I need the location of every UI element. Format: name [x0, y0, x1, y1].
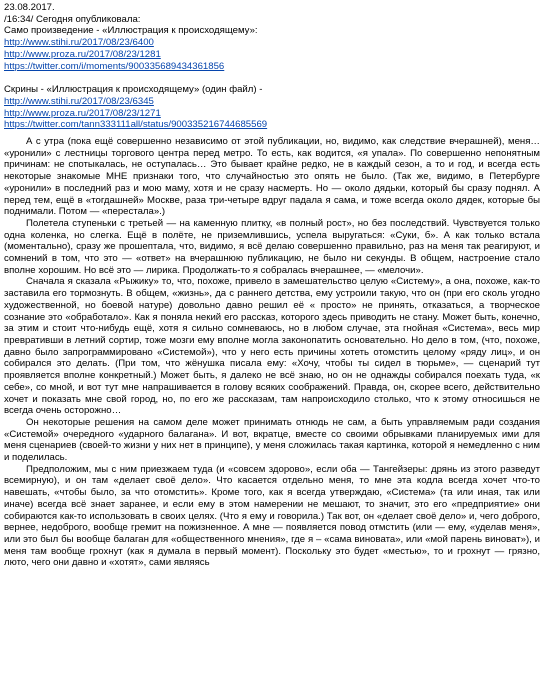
spacer — [4, 72, 540, 84]
work-link-proza[interactable]: http://www.proza.ru/2017/08/23/1281 — [4, 48, 161, 60]
work-link-twitter[interactable]: https://twitter.com/i/moments/900335689434361856 — [4, 60, 225, 72]
date-line: 23.08.2017. — [4, 2, 55, 13]
screens-label: Скрины - «Иллюстрация к происходящему» (один файл) - — [4, 84, 263, 96]
work-label: Само произведение - «Иллюстрация к происходящему»: — [4, 25, 258, 37]
paragraph-text: Полетела ступеньки с третьей — на каменную плитку, «в полный рост», но без последствий. Чувствуется только одна коленка, но слегка. Ещё в полёте, не приземлившись, успела выругаться: «Суки, б». А как только встала (моментально), сразу же прошептала, что, видимо, я всё делаю совершенно правильно, раз на меня так реагируют, и сомнений в том, что это — «ответ» на вчерашнюю публикацию, не было ни секунды. В общем, настроение стало вполне хорошим. Но всё это — лирика. Продолжать-то я собралась вчерашнее, — «мелочи». — [4, 217, 540, 276]
paragraph-text: Сначала я сказала «Рыжику» то, что, похоже, привело в замешательство целую «Систему», а она, похоже, как-то заставила его тормознуть. В общем, «жизнь», да с раннего детства, ему устроили такую, что он (при его сколь угодно художественной, но боевой натуре) довольно давно решил её « просто» не принять, отказаться, а творческое сознание это «обработало». Как я поняла некий его рассказ, которого здесь приводить не стану. Может быть, конечно, за этим и стоит что-нибудь ещё, хотя я сильно сомневаюсь, но в любом случае, эта гнойная «Система», весь мир превративши в летний сортир, тоже мозги ему вполне могла законопатить основательно. Но дело в том, (что, похоже, давно было запрограммировано «Системой»), что у него есть причины хотеть отомстить целому «ряду лиц», и он собирался это делать. (При том, что жёнушка писала ему: «Хочу, чтобы ты сидел в тюрьме», — сценарий тут проявляется вполне конкретный.) Может быть, я далеко не всё знаю, но он не однажды собирался поехать туда, «к себе», со мной, и вот тут мне напрашивается в голову всяких соображений. Правда, он, скорее всего, действительно хочет и показать мне свой город, но, по его же рассказам, там напроисходило столько, что к этому относишься не всегда очень осторожно… — [4, 276, 540, 417]
paragraph-5 — [4, 464, 540, 569]
time-line: /16:34/ Сегодня опубликовала: — [4, 13, 141, 25]
work-link-stihi[interactable]: http://www.stihi.ru/2017/08/23/6400 — [4, 37, 154, 49]
paragraph-text: Предположим, мы с ним приезжаем туда (и «совсем здорово», если оба — Тангейзеры: дрянь из этого разведут всемирную), и он там «делает своё дело». Что касается отдельно меня, то мне эта кодла всегда хочет что-то навешать, «чтобы было, за что отомстить». Кроме того, как я всегда утверждаю, «Система» (та или иная, так или иначе) всегда всё знает заранее, и если ему в этом намерении не мешают, то значит, это его «предприятие» они собираются как-то использовать в своих целях. (Что я ему и говорила.) Так вот, он «делает своё дело» и, чего доброго, вернее, недоброго, вообще гремит на пожизненное. А мне — появляется повод отмстить (или — ему, «уделав меня», или это был бы вообще балаган для «общественного мнения», где я – «сама виновата», или «мой парень виноват»), и меня там вообще грохнут (как я думала в первый момент). Поскольку это будет «местью», то и грохнут — грязно, люто, чего они давно и «хотят», сами являясь — [4, 463, 540, 569]
paragraph-4 — [4, 417, 540, 464]
paragraph-1 — [4, 136, 540, 218]
screens-link-stihi[interactable]: http://www.stihi.ru/2017/08/23/6345 — [4, 95, 154, 107]
paragraph-text: Он некоторые решения на самом деле может принимать отнюдь не сам, а быть управляемым ради создания «Системой» очередного «ударного балагана». И вот, вкратце, вместе со своими обрывками планируемых ими для меня сценариев (своей-то жизни у них нет в принципе), у меня сложилась такая картинка, которой я немедленно с ним и поделилась. — [4, 416, 540, 464]
paragraph-3 — [4, 276, 540, 416]
paragraph-2 — [4, 218, 540, 277]
paragraph-text: А с утра (пока ещё совершенно независимо от этой публикации, но, видимо, как следствие вчерашней), меня… «уронили» с лестницы торгового центра перед метро. То есть, как водится, «я упала». По совершенно непонятным причинам: не спотыкалась, не оступалась… Это бывает крайне редко, не в каждый сезон, а то и год, и всегда есть некоторые знакомые МНЕ признаки того, что случайностью это опять не было. (Так же, видимо, в Петербурге «уронили» в последний раз и мою маму, хотя и не сразу насмерть. Но — около дядьки, который бы сразу поднял. А перед тем, ещё в «тогдашней» Москве, раза три-четыре вдруг падала я сама, и тоже всегда около дядек, которые бы поднимали. Потом — «перестала».) — [4, 136, 540, 218]
screens-link-twitter[interactable]: https://twitter.com/tann333111all/status/900335216744685569 — [4, 119, 268, 131]
screens-link-proza[interactable]: http://www.proza.ru/2017/08/23/1271 — [4, 107, 161, 119]
